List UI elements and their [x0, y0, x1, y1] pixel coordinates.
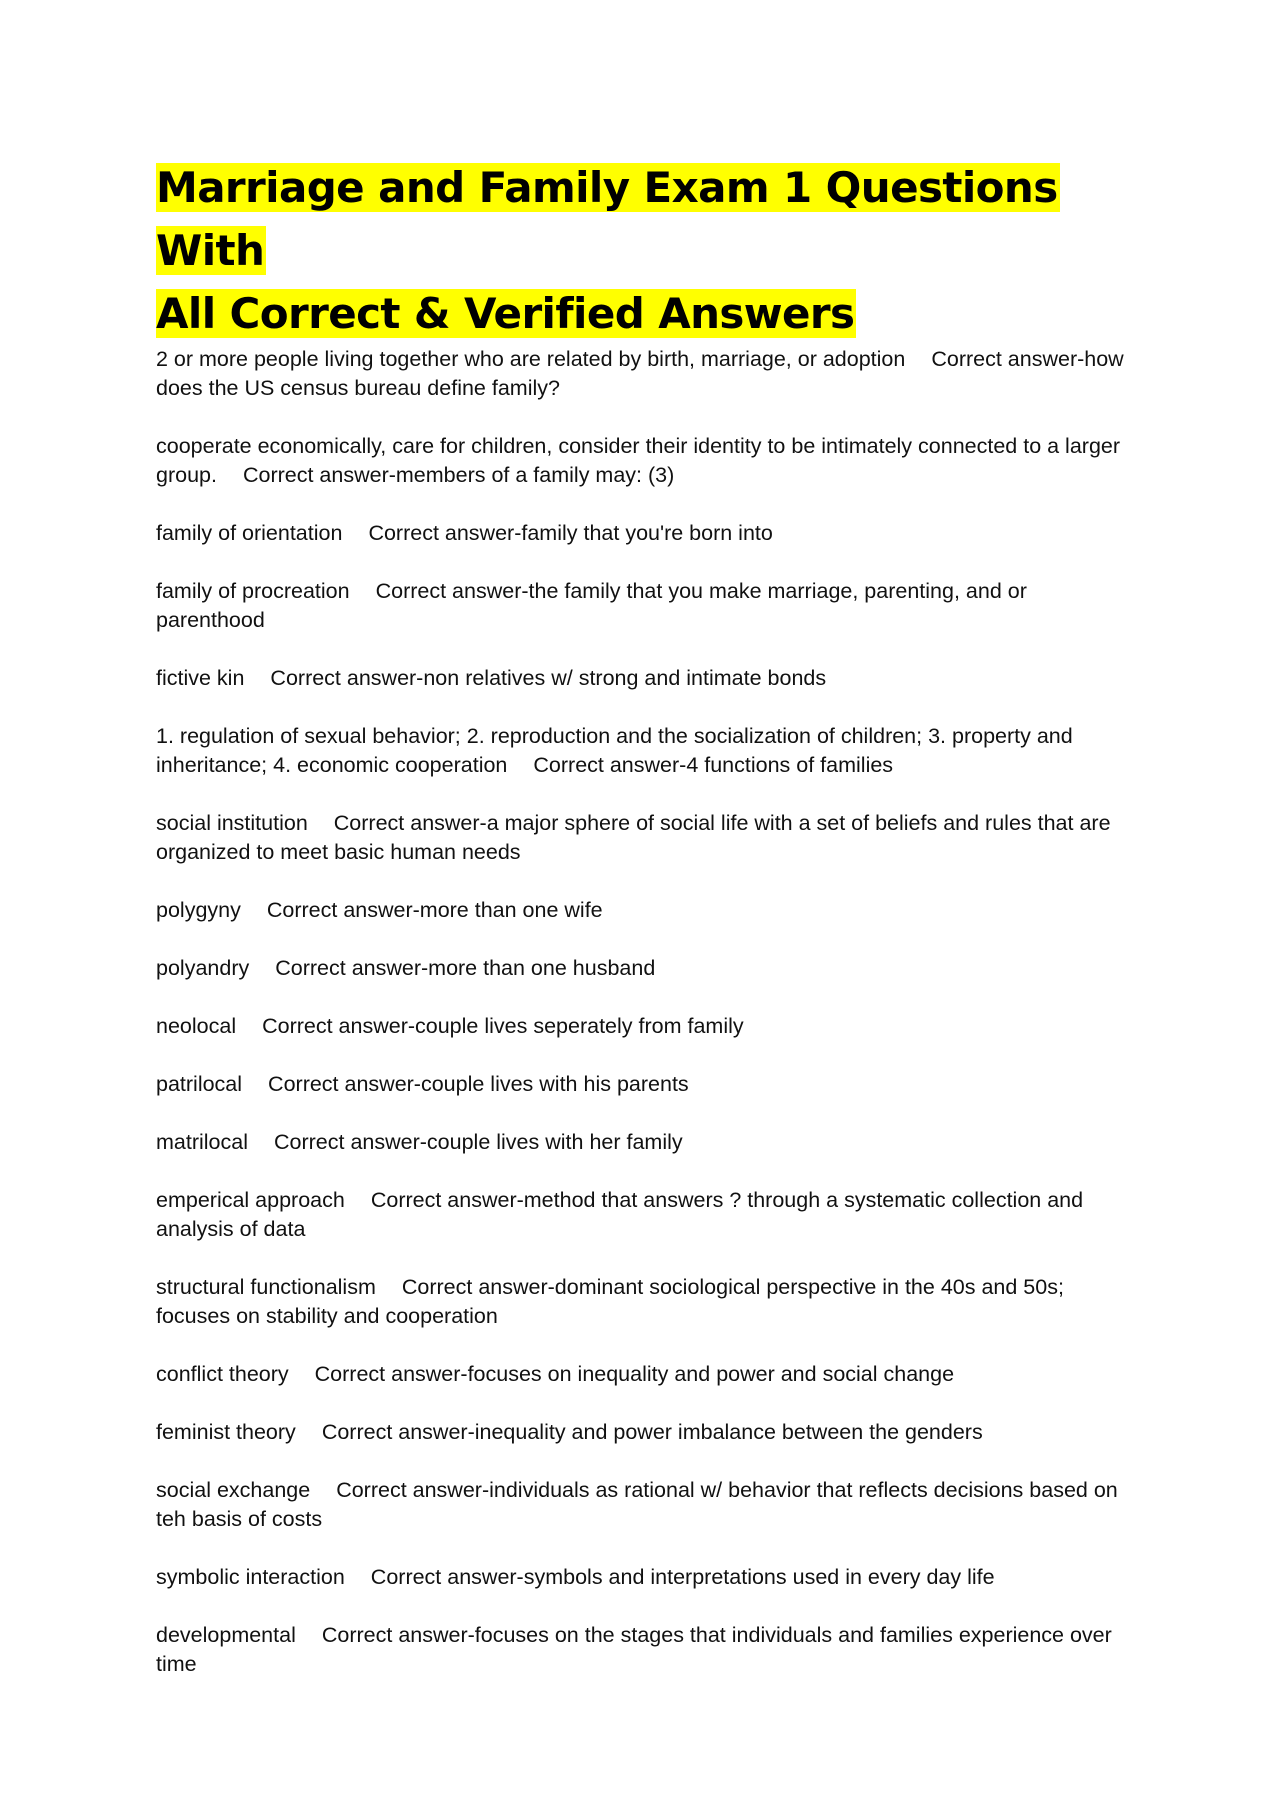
qa-answer: Correct answer-family that you're born into: [368, 521, 773, 545]
qa-entry: [156, 1360, 1136, 1389]
qa-term: structural functionalism: [156, 1275, 376, 1299]
qa-answer: Correct answer-members of a family may: (3): [242, 463, 675, 487]
qa-term: conflict theory: [156, 1362, 289, 1386]
qa-term: polyandry: [156, 956, 250, 980]
qa-term: neolocal: [156, 1014, 237, 1038]
qa-term: emperical approach: [156, 1188, 345, 1212]
document-page: [156, 156, 1136, 1708]
qa-term: cooperate economically, care for children, consider their identity to be intimately connected to a larger group.: [156, 434, 1121, 487]
qa-answer: Correct answer-couple lives seperately from family: [262, 1014, 744, 1038]
qa-answer: Correct answer-4 functions of families: [533, 753, 894, 777]
qa-term: 1. regulation of sexual behavior; 2. reproduction and the socialization of children; 3. property and inheritance; 4. economic cooperation: [156, 724, 1073, 777]
qa-entry: [156, 1012, 1136, 1041]
qa-answer: Correct answer-non relatives w/ strong and intimate bonds: [270, 666, 827, 690]
document-title: [156, 156, 1136, 345]
qa-entry: [156, 1273, 1136, 1331]
qa-answer: Correct answer-symbols and interpretations used in every day life: [370, 1565, 995, 1589]
qa-term: patrilocal: [156, 1072, 243, 1096]
qa-entry: [156, 1186, 1136, 1244]
qa-answer: Correct answer-more than one husband: [275, 956, 656, 980]
qa-list: [156, 345, 1136, 1679]
qa-answer: Correct answer-individuals as rational w/ behavior that reflects decisions based on teh basis of costs: [156, 1478, 1118, 1531]
qa-entry: [156, 1070, 1136, 1099]
qa-entry: [156, 896, 1136, 925]
qa-term: developmental: [156, 1623, 296, 1647]
qa-entry: [156, 345, 1136, 403]
qa-answer: Correct answer-couple lives with her family: [274, 1130, 683, 1154]
qa-entry: [156, 1476, 1136, 1534]
qa-term: feminist theory: [156, 1420, 296, 1444]
qa-entry: [156, 432, 1136, 490]
qa-entry: [156, 1128, 1136, 1157]
qa-entry: [156, 722, 1136, 780]
qa-term: matrilocal: [156, 1130, 248, 1154]
qa-term: family of procreation: [156, 579, 350, 603]
qa-entry: [156, 1563, 1136, 1592]
qa-answer: Correct answer-the family that you make marriage, parenting, and or parenthood: [156, 579, 1027, 632]
qa-entry: [156, 664, 1136, 693]
qa-term: family of orientation: [156, 521, 343, 545]
qa-term: fictive kin: [156, 666, 245, 690]
qa-answer: Correct answer-dominant sociological perspective in the 40s and 50s; focuses on stability and cooperation: [156, 1275, 1064, 1328]
qa-answer: Correct answer-focuses on the stages that individuals and families experience over time: [156, 1623, 1112, 1676]
qa-answer: Correct answer-couple lives with his parents: [268, 1072, 689, 1096]
qa-answer: Correct answer-focuses on inequality and power and social change: [314, 1362, 955, 1386]
title-line-1: Marriage and Family Exam 1 Questions With: [156, 163, 1058, 275]
qa-entry: [156, 954, 1136, 983]
qa-answer: Correct answer-how does the US census bureau define family?: [156, 347, 1124, 400]
qa-answer: Correct answer-method that answers ? through a systematic collection and analysis of data: [156, 1188, 1084, 1241]
title-line-2: All Correct & Verified Answers: [156, 289, 855, 338]
qa-answer: Correct answer-a major sphere of social life with a set of beliefs and rules that are organized to meet basic human needs: [156, 811, 1111, 864]
qa-entry: [156, 1418, 1136, 1447]
qa-term: polygyny: [156, 898, 241, 922]
qa-term: social exchange: [156, 1478, 311, 1502]
qa-entry: [156, 809, 1136, 867]
qa-answer: Correct answer-inequality and power imbalance between the genders: [321, 1420, 983, 1444]
qa-term: symbolic interaction: [156, 1565, 345, 1589]
title-highlight: [156, 163, 1060, 338]
qa-term: 2 or more people living together who are related by birth, marriage, or adoption: [156, 347, 906, 371]
qa-entry: [156, 577, 1136, 635]
qa-term: social institution: [156, 811, 308, 835]
qa-answer: Correct answer-more than one wife: [266, 898, 603, 922]
qa-entry: [156, 519, 1136, 548]
qa-entry: [156, 1621, 1136, 1679]
